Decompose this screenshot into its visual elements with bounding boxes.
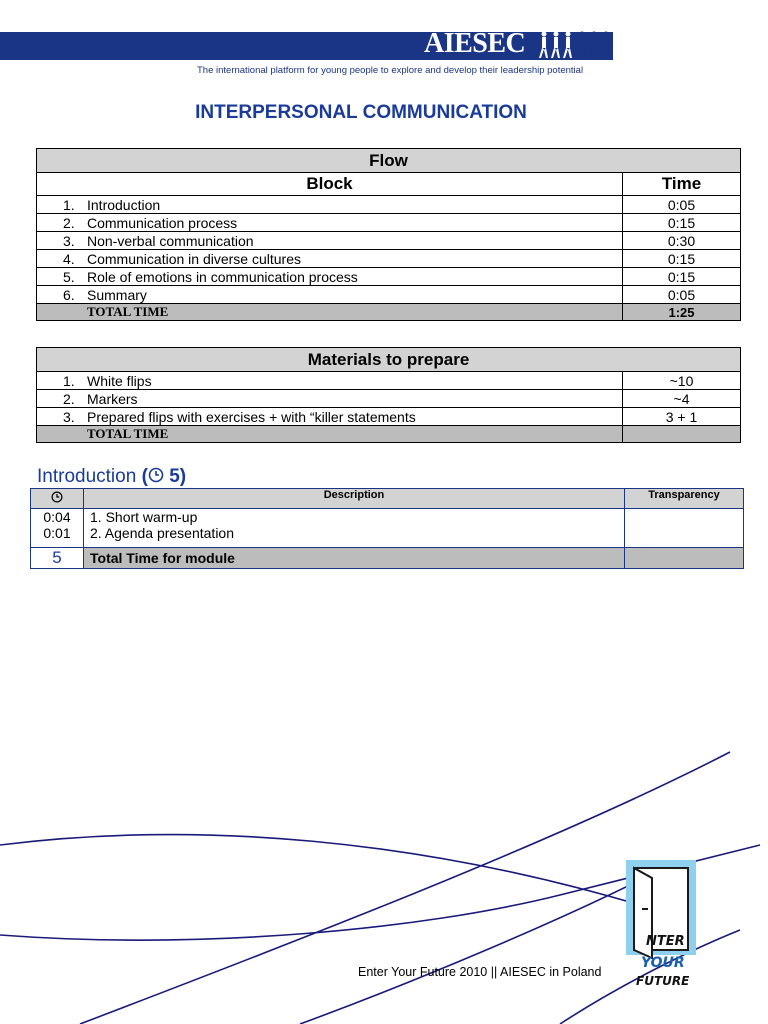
- item-number: 2.: [63, 214, 75, 231]
- step-item: 2. Agenda presentation: [90, 525, 235, 541]
- total-value: [623, 426, 741, 443]
- table-row: [37, 408, 741, 426]
- page-title: INTERPERSONAL COMMUNICATION: [195, 102, 527, 123]
- item-label: Prepared flips with exercises + with “killer statements: [87, 408, 416, 425]
- time-column-header: Time: [623, 173, 741, 196]
- logo-line-enter: NTER: [646, 934, 685, 949]
- item-number: 5.: [63, 268, 75, 285]
- step-item: 1. Short warm-up: [90, 509, 198, 525]
- section-heading-introduction: Introduction ( 5): [37, 466, 187, 487]
- table-row: [31, 509, 744, 548]
- item-number: 2.: [63, 390, 75, 407]
- item-time: 0:15: [623, 214, 741, 232]
- item-label: Introduction: [87, 196, 161, 213]
- total-label: Total Time for module: [84, 548, 625, 569]
- item-label: Communication in diverse cultures: [87, 250, 301, 267]
- item-number: 4.: [63, 250, 75, 267]
- logo-line-your: YOUR: [641, 955, 685, 971]
- table-row: [37, 214, 741, 232]
- item-number: 1.: [63, 196, 75, 213]
- transparency-cell: [625, 509, 744, 548]
- item-time: 0:30: [623, 232, 741, 250]
- item-time: 0:05: [623, 196, 741, 214]
- table-row: [37, 268, 741, 286]
- item-number: 1.: [63, 372, 75, 389]
- table-row: [37, 250, 741, 268]
- item-time: 0:15: [623, 250, 741, 268]
- item-quantity: ~10: [623, 372, 741, 390]
- item-number: 3.: [63, 232, 75, 249]
- total-row: [37, 304, 741, 321]
- clock-icon: [51, 491, 63, 503]
- tagline: The international platform for young people to explore and develop their leadership potential: [197, 65, 584, 76]
- block-column-header: Block: [37, 173, 623, 196]
- total-value: 1:25: [623, 304, 741, 321]
- item-number: 6.: [63, 286, 75, 303]
- item-time: 0:05: [623, 286, 741, 304]
- time-column-header: [31, 489, 84, 509]
- walking-people-icon: [538, 30, 613, 60]
- total-number: 5: [31, 548, 84, 569]
- materials-heading: Materials to prepare: [37, 348, 741, 372]
- flow-table: [36, 148, 741, 321]
- total-transparency: [625, 548, 744, 569]
- introduction-table: [30, 488, 744, 569]
- flow-heading: Flow: [37, 149, 741, 173]
- table-row: [37, 372, 741, 390]
- total-label: TOTAL TIME: [37, 426, 623, 443]
- aiesec-logo: AIESEC: [424, 28, 526, 59]
- item-time: 0:15: [623, 268, 741, 286]
- table-row: [37, 390, 741, 408]
- item-label: Markers: [87, 390, 138, 407]
- logo-line-future: FUTURE: [636, 974, 690, 988]
- item-label: Role of emotions in communication process: [87, 268, 358, 285]
- item-label: Summary: [87, 286, 147, 303]
- total-label: TOTAL TIME: [37, 304, 623, 321]
- item-label: White flips: [87, 372, 152, 389]
- transparency-column-header: Transparency: [625, 489, 744, 509]
- footer-text: Enter Your Future 2010 || AIESEC in Poland: [358, 965, 602, 979]
- item-quantity: 3 + 1: [623, 408, 741, 426]
- table-row: [37, 196, 741, 214]
- total-row: [31, 548, 744, 569]
- item-label: Communication process: [87, 214, 238, 231]
- total-row: [37, 426, 741, 443]
- table-row: [37, 286, 741, 304]
- section-minutes: 5: [169, 466, 180, 487]
- item-number: 3.: [63, 408, 75, 425]
- materials-table: [36, 347, 741, 443]
- table-row: [37, 232, 741, 250]
- clock-icon: [148, 467, 164, 483]
- description-column-header: Description: [84, 489, 625, 509]
- step-time: 0:01: [43, 525, 71, 541]
- item-label: Non-verbal communication: [87, 232, 254, 249]
- item-quantity: ~4: [623, 390, 741, 408]
- step-time: 0:04: [43, 509, 71, 525]
- section-heading-text: Introduction: [37, 466, 137, 487]
